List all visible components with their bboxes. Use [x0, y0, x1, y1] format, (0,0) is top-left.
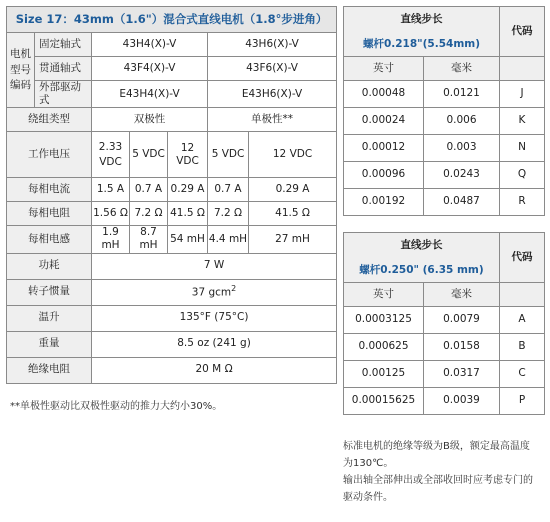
step-table-1-code-header: 代码 [500, 7, 545, 57]
voltage-cell: 2.33 VDC [92, 132, 130, 178]
step-table-1-screw: 螺杆0.218"(5.54mm) [344, 33, 500, 57]
insulation-value: 20 M Ω [92, 357, 337, 383]
step-inch-cell: 0.00096 [344, 162, 424, 189]
resistance-cell: 1.56 Ω [92, 202, 130, 226]
step-code-cell: P [500, 388, 545, 415]
step-mm-cell: 0.003 [424, 135, 500, 162]
inductance-cell: 4.4 mH [208, 226, 249, 253]
step-table-2-title: 直线步长 [344, 233, 500, 259]
weight-label: 重量 [7, 331, 92, 357]
through-shaft-dual: 43F4(X)-V [92, 57, 208, 81]
inductance-cell: 27 mH [249, 226, 337, 253]
spec-table-title: Size 17：43mm（1.6"）混合式直线电机（1.8°步进角） [7, 7, 337, 33]
winding-dual: 双极性 [92, 108, 208, 132]
step-table-1-blank-header [500, 57, 545, 81]
inertia-label: 转子惯量 [7, 279, 92, 305]
resistance-cell: 7.2 Ω [130, 202, 168, 226]
step-code-cell: B [500, 334, 545, 361]
current-label: 每相电流 [7, 178, 92, 202]
step-table-1-title: 直线步长 [344, 7, 500, 33]
step-inch-cell: 0.00024 [344, 108, 424, 135]
external-drive-single: E43H6(X)-V [208, 81, 337, 108]
step-inch-cell: 0.00012 [344, 135, 424, 162]
power-label: 功耗 [7, 253, 92, 279]
step-table-2-code-header: 代码 [500, 233, 545, 283]
step-mm-cell: 0.0039 [424, 388, 500, 415]
through-shaft-single: 43F6(X)-V [208, 57, 337, 81]
step-mm-cell: 0.006 [424, 108, 500, 135]
power-value: 7 W [92, 253, 337, 279]
current-cell: 0.29 A [249, 178, 337, 202]
inductance-cell: 1.9 mH [92, 226, 130, 253]
voltage-cell: 12 VDC [168, 132, 208, 178]
step-table-1-mm-header: 毫米 [424, 57, 500, 81]
step-inch-cell: 0.00048 [344, 81, 424, 108]
resistance-cell: 7.2 Ω [208, 202, 249, 226]
step-mm-cell: 0.0487 [424, 189, 500, 216]
inertia-exponent: 2 [231, 284, 237, 294]
current-cell: 0.29 A [168, 178, 208, 202]
side-note-line: 输出轴全部伸出或全部收回时应考虑专门的 [343, 475, 533, 486]
step-mm-cell: 0.0243 [424, 162, 500, 189]
temp-rise-value: 135°F (75°C) [92, 305, 337, 331]
step-table-2-blank-header [500, 283, 545, 307]
resistance-label: 每相电阻 [7, 202, 92, 226]
current-cell: 1.5 A [92, 178, 130, 202]
step-mm-cell: 0.0121 [424, 81, 500, 108]
step-mm-cell: 0.0317 [424, 361, 500, 388]
step-table-2 [343, 232, 545, 415]
voltage-cell: 12 VDC [249, 132, 337, 178]
step-code-cell: K [500, 108, 545, 135]
inertia-value-cell [92, 279, 337, 305]
spec-table [6, 6, 337, 384]
step-code-cell: Q [500, 162, 545, 189]
current-cell: 0.7 A [130, 178, 168, 202]
inductance-cell: 54 mH [168, 226, 208, 253]
inertia-value: 37 gcm [191, 286, 232, 299]
step-inch-cell: 0.00192 [344, 189, 424, 216]
side-note-line: 驱动条件。 [343, 492, 393, 503]
step-table-2-inch-header: 英寸 [344, 283, 424, 307]
voltage-label: 工作电压 [7, 132, 92, 178]
step-inch-cell: 0.0003125 [344, 307, 424, 334]
step-table-1 [343, 6, 545, 216]
external-drive-dual: E43H4(X)-V [92, 81, 208, 108]
step-code-cell: R [500, 189, 545, 216]
fixed-shaft-dual: 43H4(X)-V [92, 33, 208, 57]
voltage-cell: 5 VDC [208, 132, 249, 178]
side-note-line: 为130℃。 [343, 458, 394, 469]
footnote: **单极性驱动比双极性驱动的推力大约小30%。 [10, 401, 223, 412]
inductance-cell: 8.7 mH [130, 226, 168, 253]
side-note [343, 438, 548, 506]
step-table-1-inch-header: 英寸 [344, 57, 424, 81]
through-shaft-label: 贯通轴式 [35, 57, 92, 81]
step-inch-cell: 0.000625 [344, 334, 424, 361]
step-code-cell: A [500, 307, 545, 334]
step-table-2-mm-header: 毫米 [424, 283, 500, 307]
step-inch-cell: 0.00015625 [344, 388, 424, 415]
inductance-label: 每相电感 [7, 226, 92, 253]
external-drive-label: 外部驱动式 [35, 81, 92, 108]
insulation-label: 绝缘电阻 [7, 357, 92, 383]
weight-value: 8.5 oz (241 g) [92, 331, 337, 357]
step-mm-cell: 0.0079 [424, 307, 500, 334]
model-code-label: 电机 型号 编码 [7, 33, 35, 108]
temp-rise-label: 温升 [7, 305, 92, 331]
step-code-cell: C [500, 361, 545, 388]
step-code-cell: J [500, 81, 545, 108]
step-table-2-screw: 螺杆0.250" (6.35 mm) [344, 259, 500, 283]
step-mm-cell: 0.0158 [424, 334, 500, 361]
step-code-cell: N [500, 135, 545, 162]
side-note-line: 标准电机的绝缘等级为B级，额定最高温度 [343, 441, 530, 452]
winding-single: 单极性** [208, 108, 337, 132]
current-cell: 0.7 A [208, 178, 249, 202]
fixed-shaft-single: 43H6(X)-V [208, 33, 337, 57]
fixed-shaft-label: 固定轴式 [35, 33, 92, 57]
step-inch-cell: 0.00125 [344, 361, 424, 388]
resistance-cell: 41.5 Ω [168, 202, 208, 226]
winding-type-label: 绕组类型 [7, 108, 92, 132]
voltage-cell: 5 VDC [130, 132, 168, 178]
resistance-cell: 41.5 Ω [249, 202, 337, 226]
